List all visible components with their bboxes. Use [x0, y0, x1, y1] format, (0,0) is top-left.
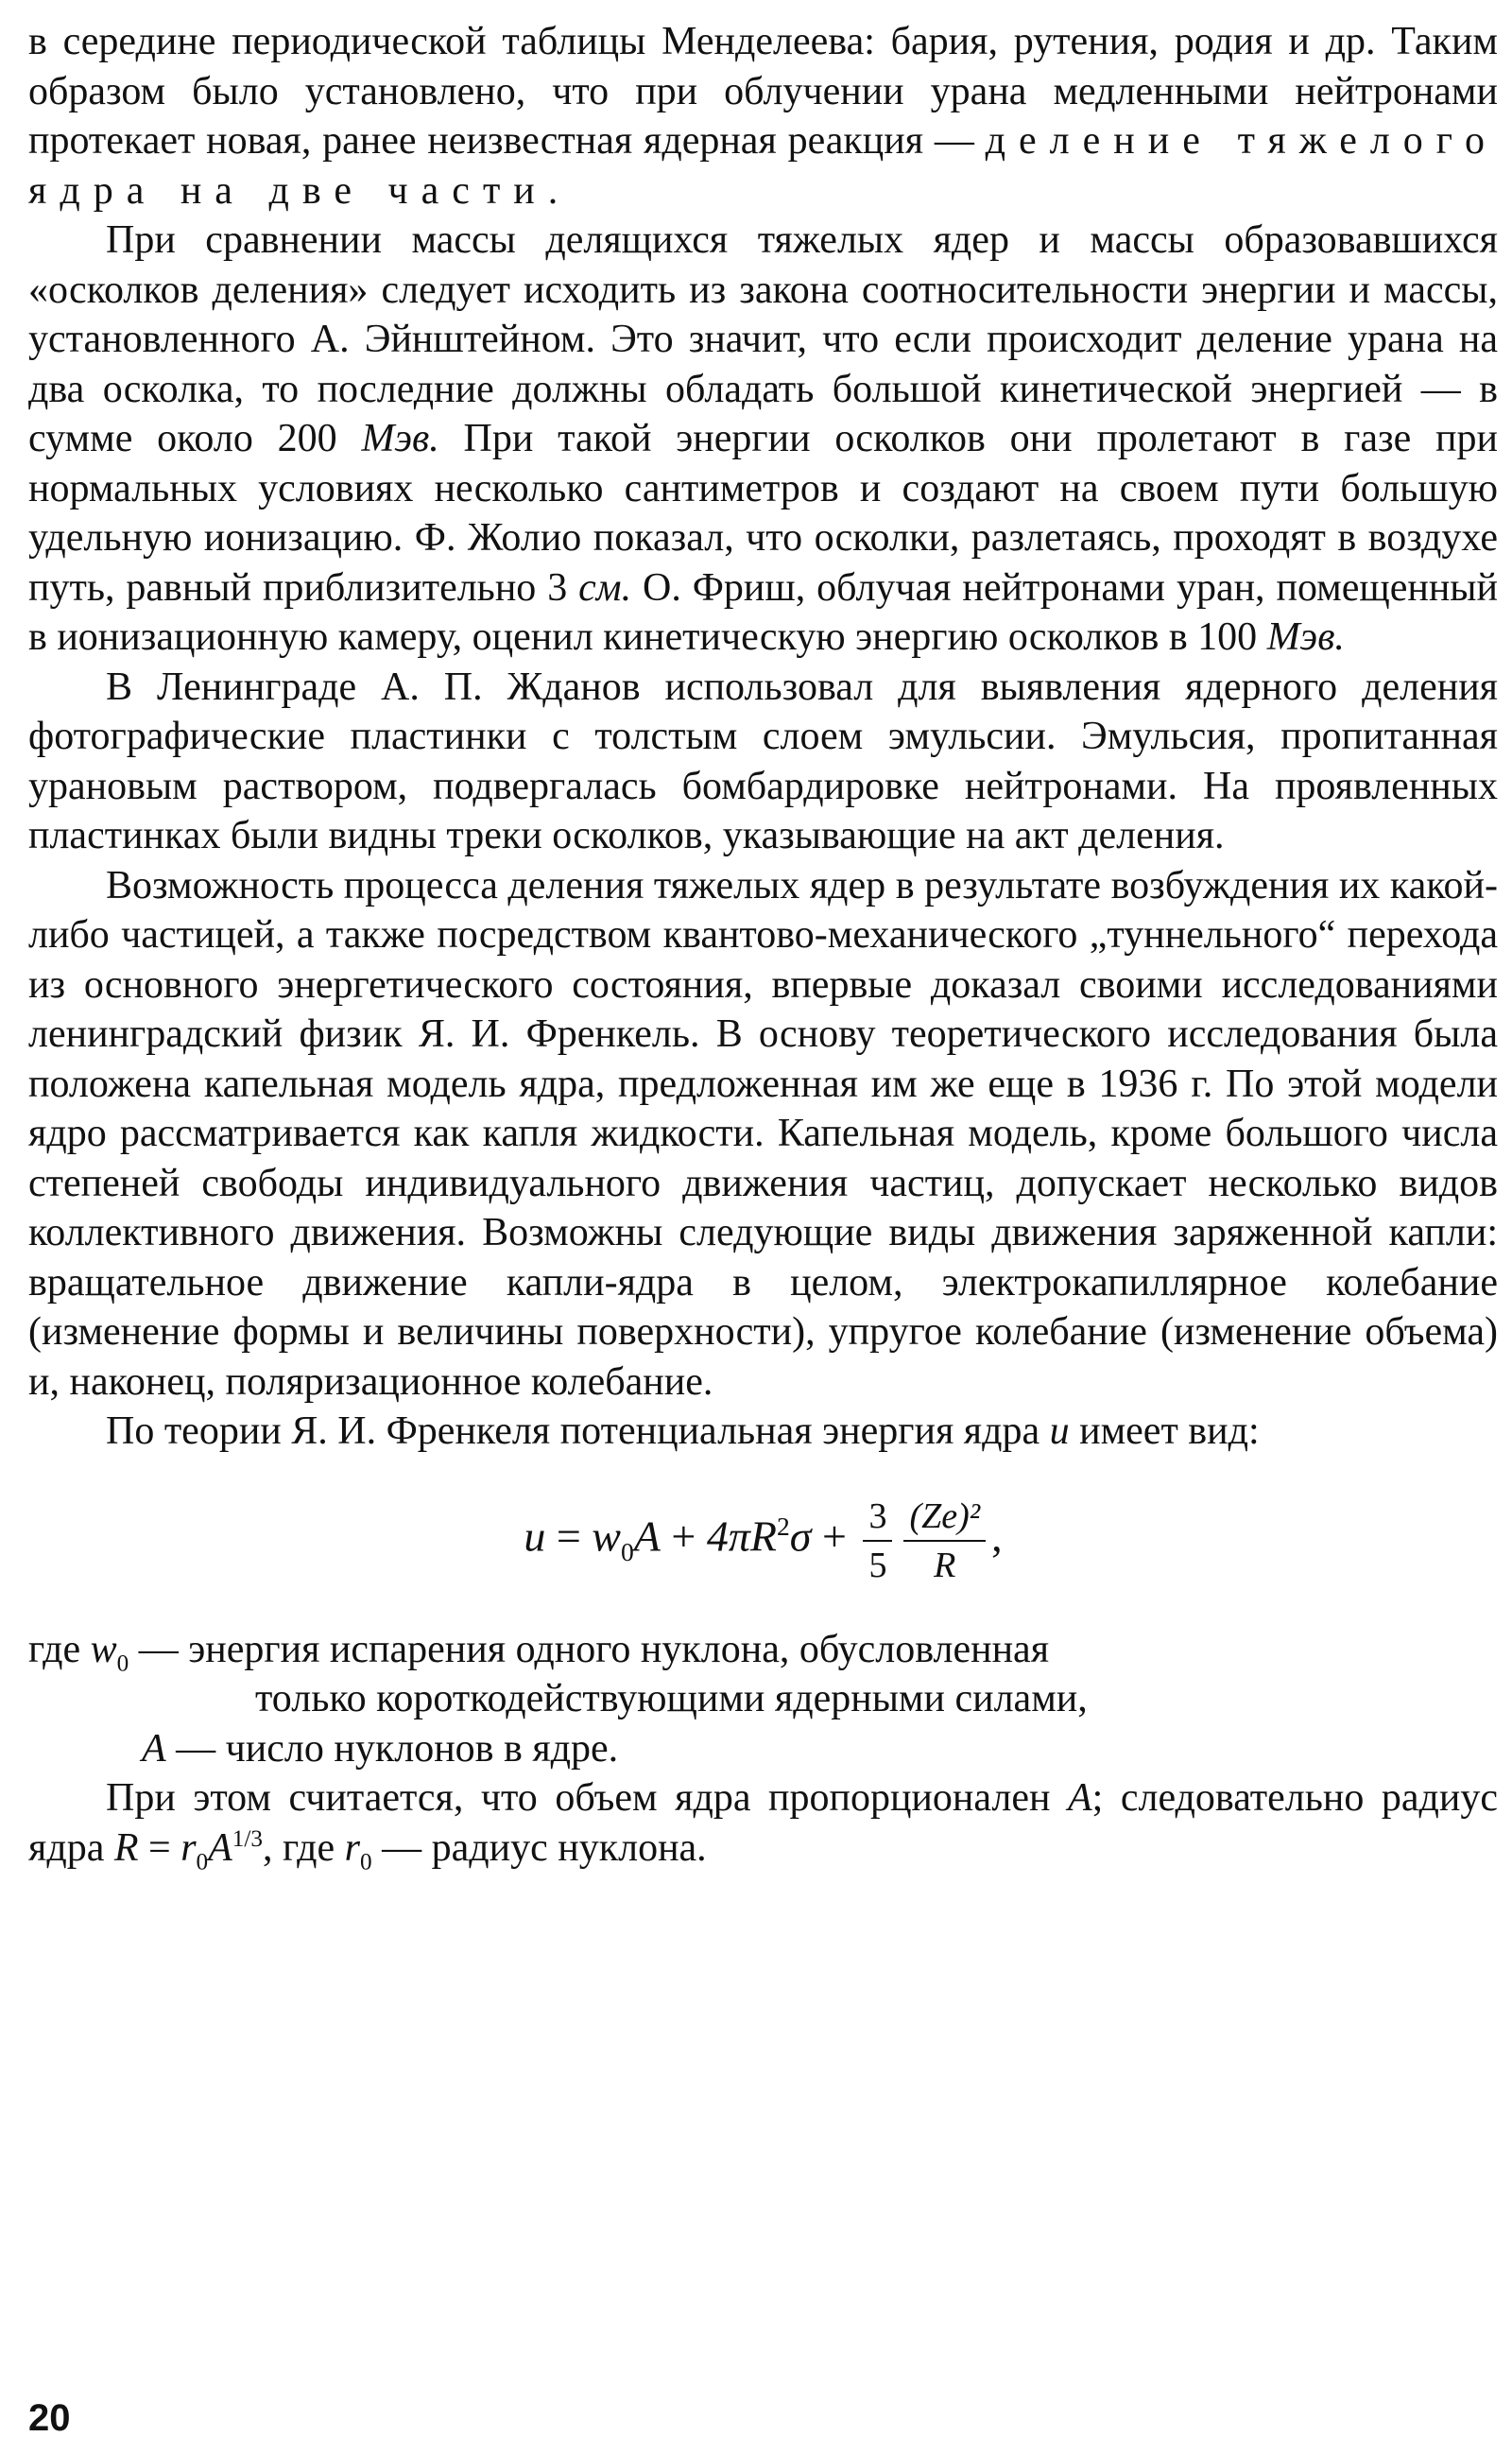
plus-sign: + [811, 1512, 858, 1561]
comma: , [991, 1512, 1003, 1561]
paragraph-5 [28, 1407, 1498, 1457]
definition-a [28, 1724, 1498, 1774]
variable-a: A [208, 1825, 232, 1870]
unit-mev: Мэв. [1266, 615, 1345, 659]
formula-lhs: u [524, 1512, 546, 1561]
text: При этом считается, что объем ядра пропорционален [106, 1776, 1068, 1820]
unit-mev: Мэв. [361, 417, 439, 460]
formula-a: A [633, 1512, 661, 1561]
text: При сравнении массы делящихся тяжелых ядер и массы образовавшихся «осколков деления» следует исходить из закона соотносительности энергии и массы, установленного А. Эйнштейном. Это значит, что если происходит деление урана на два осколка, то последние должны обладать большой кинетической энергией — в сумме около 200 [28, 218, 1498, 460]
plus-sign: + [660, 1512, 707, 1561]
subscript: 0 [360, 1848, 372, 1875]
text: , где [262, 1825, 345, 1870]
variable-r0: r [180, 1825, 197, 1870]
formula-sigma: σ [789, 1512, 812, 1561]
text: О. Фриш, облучая нейтронами уран, помещенный в ионизационную камеру, оценил кинетическую энергию осколков в 100 [28, 565, 1498, 659]
symbol-a: A [142, 1726, 166, 1771]
definitions [28, 1625, 1498, 1774]
subscript: 0 [116, 1650, 129, 1676]
definition-w0-continued: только короткодействующими ядерными силами, [255, 1677, 1088, 1720]
page-number: 20 [28, 2397, 71, 2439]
superscript: 2 [777, 1511, 790, 1541]
definition-w0 [28, 1625, 1498, 1675]
exponent: 1/3 [232, 1825, 263, 1852]
equals-sign: = [138, 1825, 181, 1870]
fraction-coulomb [903, 1493, 986, 1589]
paragraph-final [28, 1773, 1498, 1873]
text: — число нуклонов в ядре. [165, 1726, 619, 1771]
page-body [28, 17, 1498, 1873]
text: При такой энергии осколков они пролетают в газе при нормальных условиях несколько сантиметров и создают на своем пути большую удельную ионизацию. Ф. Жолио показал, что осколки, разлетаясь, проходят в воздухе путь, равный приблизительно 3 [28, 417, 1498, 610]
subscript: 0 [620, 1536, 634, 1566]
variable-r: R [113, 1825, 139, 1870]
text: ; следовательно радиус ядра [28, 1776, 1498, 1870]
definition-text [28, 1625, 1498, 1675]
variable-a: A [1068, 1776, 1092, 1820]
fraction-three-fifths [863, 1493, 892, 1589]
paragraph-4: Возможность процесса деления тяжелых ядер в результате возбуждения их какой-либо частицей, а также посредством квантово-механического „туннельного“ перехода из основного энергетического состояния, впервые доказал своими исследованиями ленинградский физик Я. И. Френкель. В основу теоретического исследования была положена капельная модель ядра, предложенная им же еще в 1936 г. По этой модели ядро рассматривается как капля жидкости. Капельная модель, кроме большого числа степеней свободы индивидуального движения частиц, допускает несколько видов коллективного движения. Возможны следующие виды движения заряженной капли: вращательное движение капли-ядра в целом, электрокапиллярное колебание (изменение формы и величины поверхности), упругое колебание (изменение объема) и, наконец, поляризационное колебание. [28, 863, 1498, 1404]
text: имеет вид: [1069, 1409, 1260, 1453]
paragraph-3: В Ленинграде А. П. Жданов использовал для выявления ядерного деления фотографические пластинки с толстым слоем эмульсии. Эмульсия, пропитанная урановым раствором, подвергалась бомбардировке нейтронами. На проявленных пластинках были видны треки осколков, указывающие на акт деления. [28, 665, 1498, 857]
formula-surface-term: 4πR [706, 1512, 777, 1561]
variable-r0: r [344, 1825, 360, 1870]
denominator: 5 [868, 1545, 887, 1585]
text: По теории Я. И. Френкеля потенциальная энергия ядра [106, 1409, 1050, 1453]
text: где [28, 1627, 91, 1671]
symbol-w: w [90, 1627, 117, 1671]
paragraph-2 [28, 216, 1498, 663]
text: в середине периодической таблицы Менделеева: бария, рутения, родия и др. Таким образом было установлено, что при облучении урана медленными нейтронами протекает новая, ранее неизвестная ядерная реакция — [28, 20, 1498, 163]
variable-u: u [1049, 1409, 1070, 1453]
emphasized-text: деление тяжелого ядра на две части. [28, 119, 1498, 213]
numerator: (Ze)² [903, 1493, 986, 1542]
numerator: 3 [863, 1493, 892, 1542]
energy-formula [28, 1493, 1498, 1589]
text: — радиус нуклона. [371, 1825, 707, 1870]
subscript: 0 [196, 1848, 209, 1875]
equals-sign: = [545, 1512, 593, 1561]
text: — энергия испарения одного нуклона, обусловленная [129, 1627, 1050, 1671]
denominator: R [934, 1545, 956, 1585]
formula-w: w [592, 1512, 621, 1561]
unit-cm: см. [578, 565, 632, 610]
paragraph-1 [28, 17, 1498, 216]
